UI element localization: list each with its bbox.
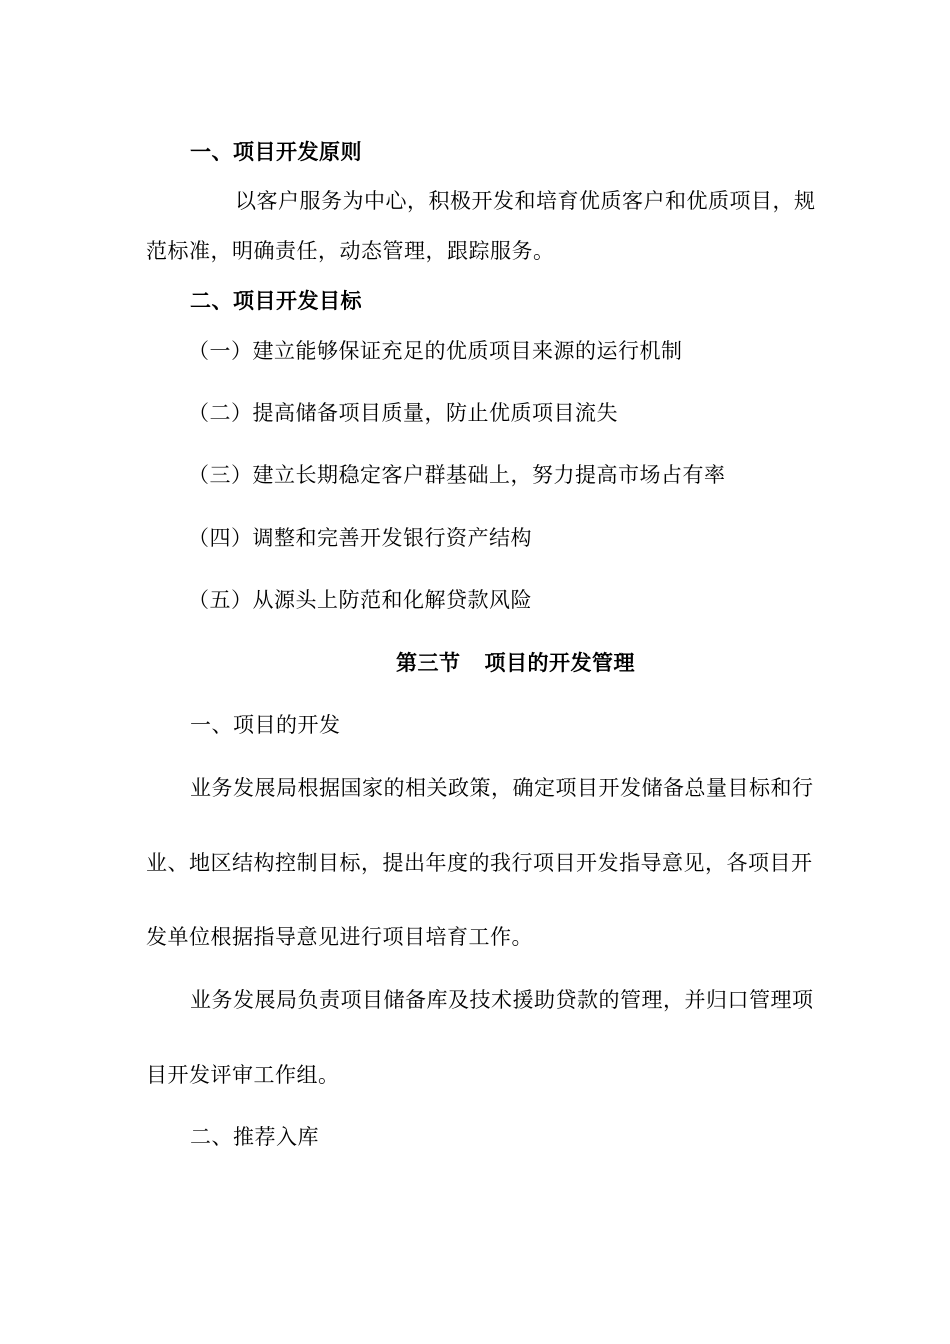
paragraph-management-line-2: 目开发评审工作组。	[146, 1063, 340, 1087]
subheading-recommend-storage: 二、推荐入库	[190, 1125, 319, 1149]
heading-development-principles: 一、项目开发原则	[190, 139, 362, 164]
goal-item-3: （三）建立长期稳定客户群基础上，努力提高市场占有率	[188, 463, 726, 487]
paragraph-principles-line-1: 以客户服务为中心，积极开发和培育优质客户和优质项目，规	[235, 189, 816, 213]
paragraph-management-line-1: 业务发展局负责项目储备库及技术援助贷款的管理，并归口管理项	[190, 988, 814, 1012]
heading-development-goals: 二、项目开发目标	[190, 288, 362, 313]
goal-item-2: （二）提高储备项目质量，防止优质项目流失	[188, 401, 618, 425]
section-title-number: 第三节	[396, 650, 461, 675]
paragraph-development-line-1: 业务发展局根据国家的相关政策，确定项目开发储备总量目标和行	[190, 776, 814, 800]
goal-item-4: （四）调整和完善开发银行资产结构	[188, 526, 532, 550]
goal-item-5: （五）从源头上防范和化解贷款风险	[188, 588, 532, 612]
goal-item-1: （一）建立能够保证充足的优质项目来源的运行机制	[188, 339, 683, 363]
paragraph-development-line-2: 业、地区结构控制目标，提出年度的我行项目开发指导意见，各项目开	[146, 851, 813, 875]
section-title	[396, 649, 635, 677]
section-title-text: 项目的开发管理	[484, 650, 635, 675]
paragraph-principles-line-2: 范标准，明确责任，动态管理，跟踪服务。	[146, 239, 555, 263]
paragraph-development-line-3: 发单位根据指导意见进行项目培育工作。	[146, 925, 533, 949]
subheading-project-development: 一、项目的开发	[190, 713, 341, 737]
